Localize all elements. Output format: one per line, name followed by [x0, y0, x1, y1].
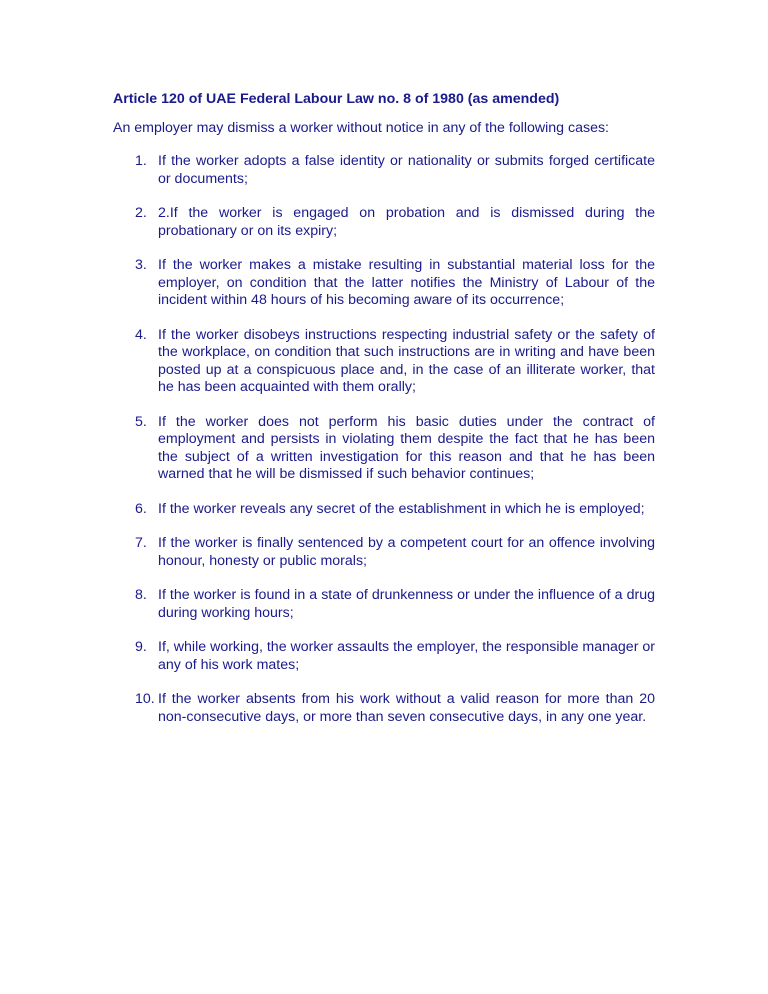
document-page — [113, 90, 655, 743]
list-item — [113, 205, 655, 240]
list-item-text: If the worker is finally sentenced by a competent court for an offence involving honour, honesty or public morals; — [158, 535, 655, 569]
list-item — [113, 639, 655, 674]
list-item — [113, 327, 655, 397]
list-item — [113, 257, 655, 310]
list-item — [113, 691, 655, 726]
list-item — [113, 587, 655, 622]
list-item-number: 1. — [135, 153, 147, 169]
list-item-text: If the worker does not perform his basic duties under the contract of employment and persists in violating them despite the fact that he has been the subject of a written investigation for this reason and that he has been warned that he will be dismissed if such behavior continues; — [158, 413, 655, 482]
list-item-text: If the worker reveals any secret of the establishment in which he is employed; — [158, 500, 645, 517]
list-item — [113, 414, 655, 484]
list-item-text: If the worker makes a mistake resulting in substantial material loss for the employer, on condition that the latter notifies the Ministry of Labour of the incident within 48 hours of his becoming aware of its occurrence; — [158, 257, 655, 308]
document-title: Article 120 of UAE Federal Labour Law no. 8 of 1980 (as amended) — [113, 91, 560, 107]
list-item-text: If the worker adopts a false identity or nationality or submits forged certificate or documents; — [158, 153, 655, 187]
list-item-text: If the worker absents from his work without a valid reason for more than 20 non-consecutive days, or more than seven consecutive days, in any one year. — [158, 691, 655, 725]
list-item-number: 3. — [135, 257, 147, 273]
list-item-text: If the worker is found in a state of drunkenness or under the influence of a drug during working hours; — [158, 587, 655, 621]
list-item-text: If, while working, the worker assaults the employer, the responsible manager or any of his work mates; — [158, 639, 655, 673]
list-item — [113, 535, 655, 570]
dismissal-cases-list — [113, 153, 655, 726]
list-item-text: If the worker disobeys instructions respecting industrial safety or the safety of the workplace, on condition that such instructions are in writing and have been posted up at a conspicuous place and, in the case of an illiterate worker, that he has been acquainted with them orally; — [158, 326, 655, 395]
list-item — [113, 501, 655, 519]
list-item-number: 10. — [135, 691, 155, 707]
list-item-number: 9. — [135, 639, 147, 655]
list-item-number: 4. — [135, 326, 147, 343]
intro-paragraph: An employer may dismiss a worker without notice in any of the following cases: — [113, 120, 609, 136]
list-item-number: 6. — [135, 500, 147, 517]
list-item — [113, 153, 655, 188]
list-item-number: 5. — [135, 413, 147, 430]
list-item-number: 8. — [135, 587, 147, 603]
list-item-text: 2.If the worker is engaged on probation and is dismissed during the probationary or on its expiry; — [158, 205, 655, 239]
list-item-number: 2. — [135, 205, 147, 221]
list-item-number: 7. — [135, 535, 147, 551]
